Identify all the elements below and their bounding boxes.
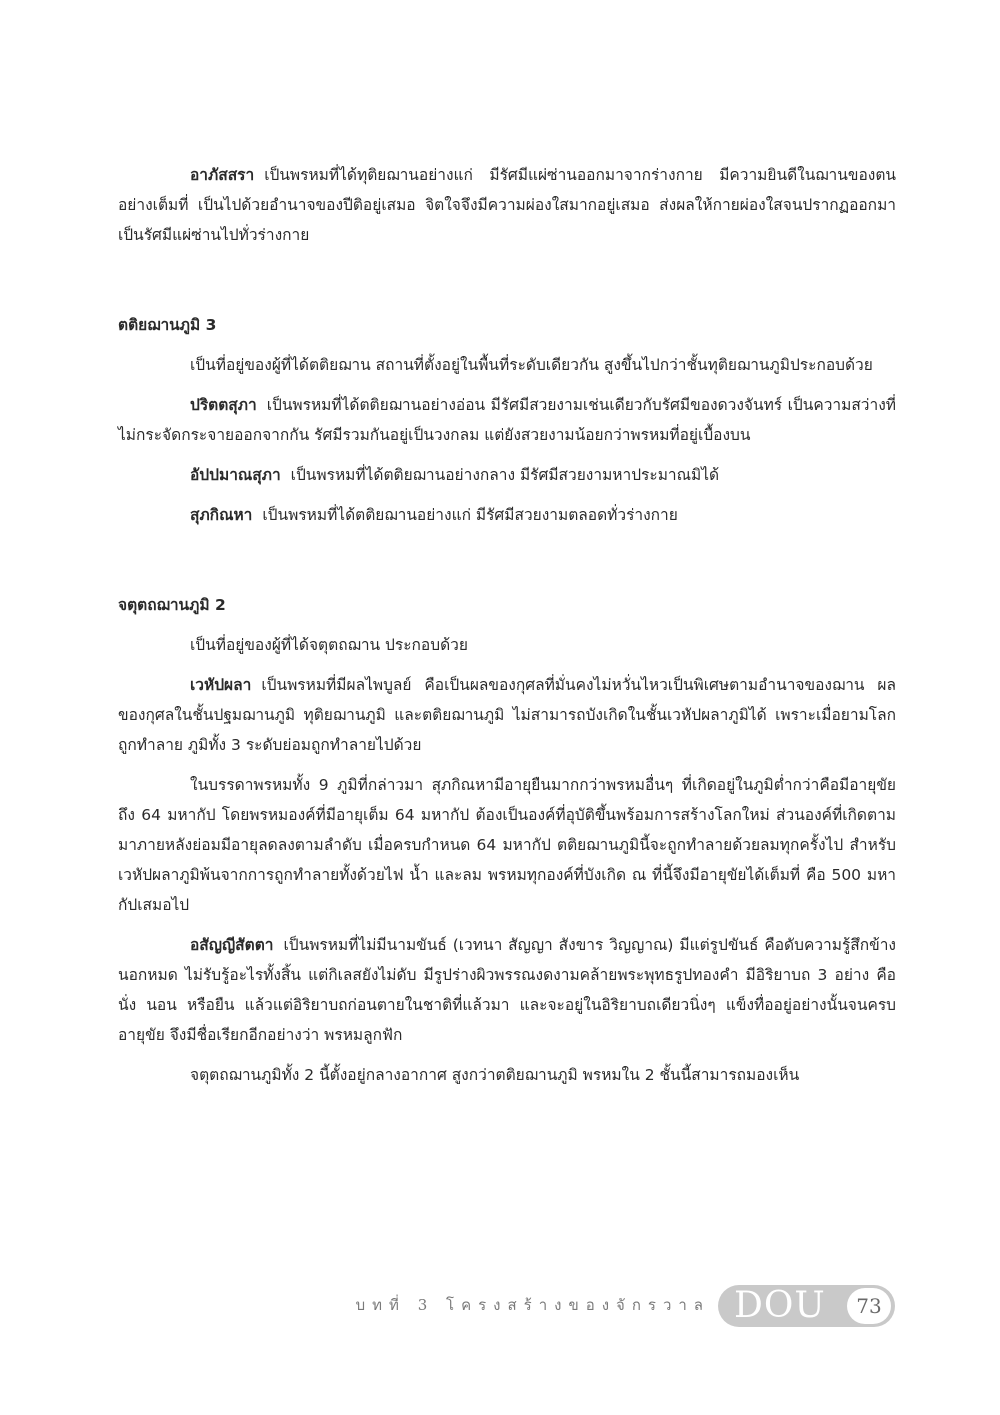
chapter-title: บทที่ 3 โครงสร้างของจักรวาล	[355, 1296, 710, 1314]
footer-badge	[718, 1285, 895, 1327]
heading-catuttha: จตุตถฌานภูมิ 2	[118, 596, 226, 614]
paragraph-closing: จตุตถฌานภูมิทั้ง 2 นี้ตั้งอยู่กลางอากาศ สูงกว่าตติยฌานภูมิ พรหมใน 2 ชั้นนี้สามารถมองเห็น	[190, 1066, 800, 1084]
dou-logo: DOU	[734, 1285, 826, 1326]
paragraph-vehapphala	[118, 670, 896, 760]
text-vehapphala: เป็นพรหมที่มีผลไพบูลย์ คือเป็นผลของกุศลที่มั่นคงไม่หวั่นไหวเป็นพิเศษตามอำนาจของฌาน ผลของกุศลในชั้นปฐมฌานภูมิ ทุติยฌานภูมิ และตติยฌานภูมิ ไม่สามารถบังเกิดในชั้นเวหัปผลาภูมิได้ เพราะเมื่อยามโลกถูกทำลาย ภูมิทั้ง 3 ระดับย่อมถูกทำลายไปด้วย	[118, 676, 896, 754]
paragraph-parittasubha	[118, 390, 896, 450]
page-footer	[0, 1283, 1000, 1331]
page-body	[118, 160, 896, 1090]
term-abhassara: อาภัสสรา	[190, 166, 255, 184]
text-asanni: เป็นพรหมที่ไม่มีนามขันธ์ (เวทนา สัญญา สังขาร วิญญาณ) มีแต่รูปขันธ์ คือดับความรู้สึกข้างนอกหมด ไม่รับรู้อะไรทั้งสิ้น แต่กิเลสยังไม่ดับ มีรูปร่างผิวพรรณงดงามคล้ายพระพุทธรูปทองคำ มีอิริยาบถ 3 อย่าง คือ นั่ง นอน หรือยืน แล้วแต่อิริยาบถก่อนตายในชาติที่แล้วมา และจะอยู่ในอิริยาบถเดียวนิ่งๆ แข็งทื่ออยู่อย่างนั้นจนครบอายุขัย จึงมีชื่อเรียกอีกอย่างว่า พรหมลูกฟัก	[118, 936, 896, 1044]
term-asanni: อสัญญีสัตตา	[190, 936, 274, 954]
paragraph-asanni	[118, 930, 896, 1050]
heading-tatiya: ตติยฌานภูมิ 3	[118, 316, 217, 334]
text-subhakinha: เป็นพรหมที่ได้ตติยฌานอย่างแก่ มีรัศมีสวยงามตลอดทั่วร่างกาย	[262, 506, 678, 524]
intro-tatiya: เป็นที่อยู่ของผู้ที่ได้ตติยฌาน สถานที่ตั้งอยู่ในพื้นที่ระดับเดียวกัน สูงขึ้นไปกว่าชั้นทุติยฌานภูมิประกอบด้วย	[190, 356, 873, 374]
term-appamanasubha: อัปปมาณสุภา	[190, 466, 281, 484]
term-vehapphala: เวหัปผลา	[190, 676, 252, 694]
term-parittasubha: ปริตตสุภา	[190, 396, 257, 414]
text-appamanasubha: เป็นพรหมที่ได้ตติยฌานอย่างกลาง มีรัศมีสวยงามหาประมาณมิได้	[290, 466, 720, 484]
page-number: 73	[847, 1288, 891, 1324]
paragraph-lifespan: ในบรรดาพรหมทั้ง 9 ภูมิที่กล่าวมา สุภกิณหามีอายุยืนมากกว่าพรหมอื่นๆ ที่เกิดอยู่ในภูมิต่ำกว่าคือมีอายุขัยถึง 64 มหากัป โดยพรหมองค์ที่มีอายุเต็ม 64 มหากัป ต้องเป็นองค์ที่อุบัติขึ้นพร้อมการสร้างโลกใหม่ ส่วนองค์ที่เกิดตามมาภายหลังย่อมมีอายุลดลงตามลำดับ เมื่อครบกำหนด 64 มหากัป ตติยฌานภูมินี้จะถูกทำลายด้วยลมทุกครั้งไป สำหรับเวหัปผลาภูมิพ้นจากการถูกทำลายทั้งด้วยไฟ น้ำ และลม พรหมทุกองค์ที่บังเกิด ณ ที่นี้จึงมีอายุขัยได้เต็มที่ คือ 500 มหากัปเสมอไป	[118, 776, 896, 914]
paragraph-appamanasubha	[118, 460, 896, 490]
intro-catuttha: เป็นที่อยู่ของผู้ที่ได้จตุตถฌาน ประกอบด้วย	[190, 636, 468, 654]
text-abhassara: เป็นพรหมที่ได้ทุติยฌานอย่างแก่ มีรัศมีแผ่ซ่านออกมาจากร่างกาย มีความยินดีในฌานของตนอย่างเต็มที่ เป็นไปด้วยอำนาจของปีติอยู่เสมอ จิตใจจึงมีความผ่องใสมากอยู่เสมอ ส่งผลให้กายผ่องใสจนปรากฏออกมาเป็นรัศมีแผ่ซ่านไปทั่วร่างกาย	[118, 166, 896, 244]
text-parittasubha: เป็นพรหมที่ได้ตติยฌานอย่างอ่อน มีรัศมีสวยงามเช่นเดียวกับรัศมีของดวงจันทร์ เป็นความสว่างที่ไม่กระจัดกระจายออกจากกัน รัศมีรวมกันอยู่เป็นวงกลม แต่ยังสวยงามน้อยกว่าพรหมที่อยู่เบื้องบน	[118, 396, 896, 444]
paragraph-abhassara	[118, 160, 896, 250]
term-subhakinha: สุภกิณหา	[190, 506, 253, 524]
paragraph-subhakinha	[118, 500, 896, 530]
